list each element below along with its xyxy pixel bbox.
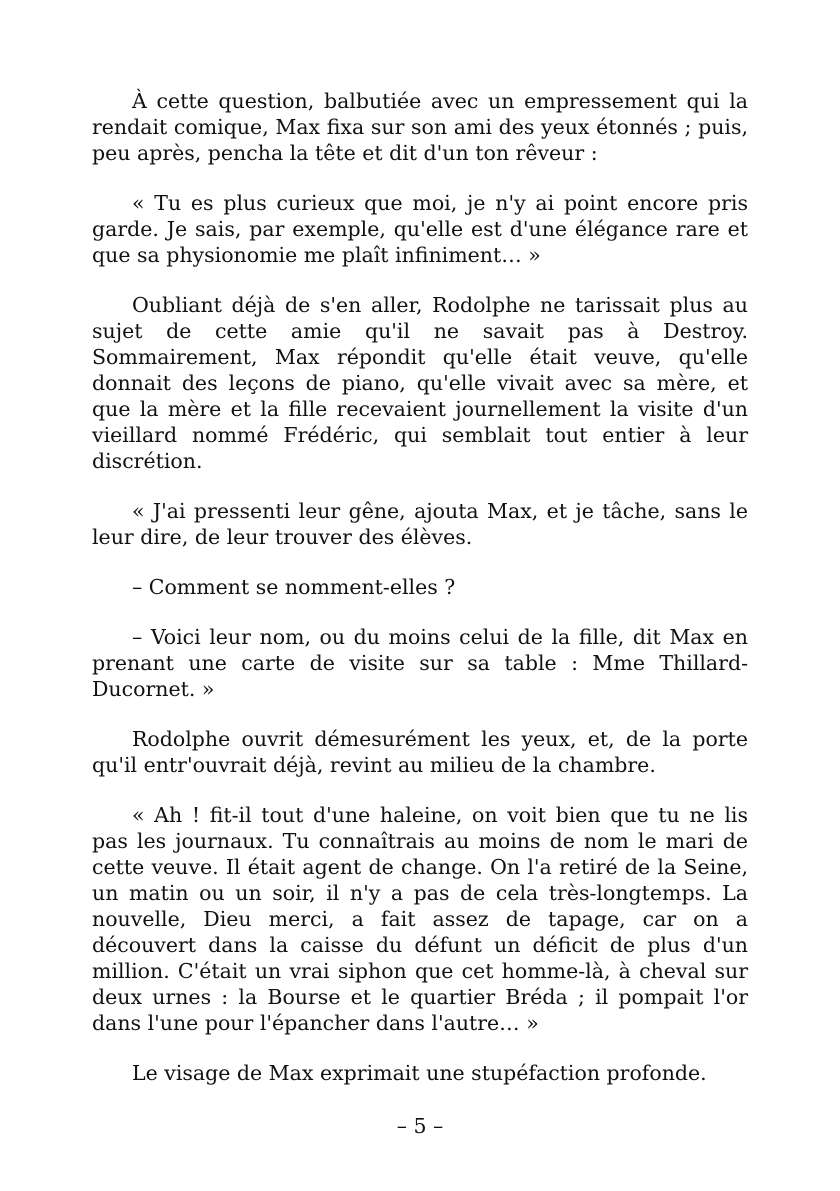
- page-number: – 5 –: [396, 1114, 444, 1138]
- paragraph-2: « Tu es plus curieux que moi, je n'y ai point encore pris garde. Je sais, par exemple, qu'elle est d'une élégance rare et que sa physionomie me plaît infiniment… »: [92, 191, 748, 267]
- paragraph-1: À cette question, balbutiée avec un empressement qui la rendait comique, Max fixa sur son ami des yeux étonnés ; puis, peu après, pencha la tête et dit d'un ton rêveur :: [92, 89, 748, 165]
- paragraph-4: « J'ai pressenti leur gêne, ajouta Max, et je tâche, sans le leur dire, de leur trouver des élèves.: [92, 499, 748, 549]
- paragraph-8: « Ah ! fit-il tout d'une haleine, on voit bien que tu ne lis pas les journaux. Tu connaîtrais au moins de nom le mari de cette veuve. Il était agent de change. On l'a retiré de la Seine, un matin ou un soir, il n'y a pas de cela très-longtemps. La nouvelle, Dieu merci, a fait assez de tapage, car on a découvert dans la caisse du défunt un déficit de plus d'un million. C'était un vrai siphon que cet homme-là, à cheval sur deux urnes : la Bourse et le quartier Bréda ; il pompait l'or dans l'une pour l'épancher dans l'autre… »: [92, 803, 748, 1035]
- paragraph-7: Rodolphe ouvrit démesurément les yeux, et, de la porte qu'il entr'ouvrait déjà, revint au milieu de la chambre.: [92, 727, 748, 777]
- page-body: [92, 88, 748, 1110]
- paragraph-9: Le visage de Max exprimait une stupéfaction profonde.: [132, 1061, 707, 1085]
- paragraph-5: – Comment se nomment-elles ?: [132, 575, 456, 599]
- paragraph-6: – Voici leur nom, ou du moins celui de la fille, dit Max en prenant une carte de visite sur sa table : Mme Thillard-Ducornet. »: [92, 625, 748, 701]
- paragraph-3: Oubliant déjà de s'en aller, Rodolphe ne tarissait plus au sujet de cette amie qu'il ne savait pas à Destroy. Sommairement, Max répondit qu'elle était veuve, qu'elle donnait des leçons de piano, qu'elle vivait avec sa mère, et que la mère et la fille recevaient journellement la visite d'un vieillard nommé Frédéric, qui semblait tout entier à leur discrétion.: [92, 293, 748, 473]
